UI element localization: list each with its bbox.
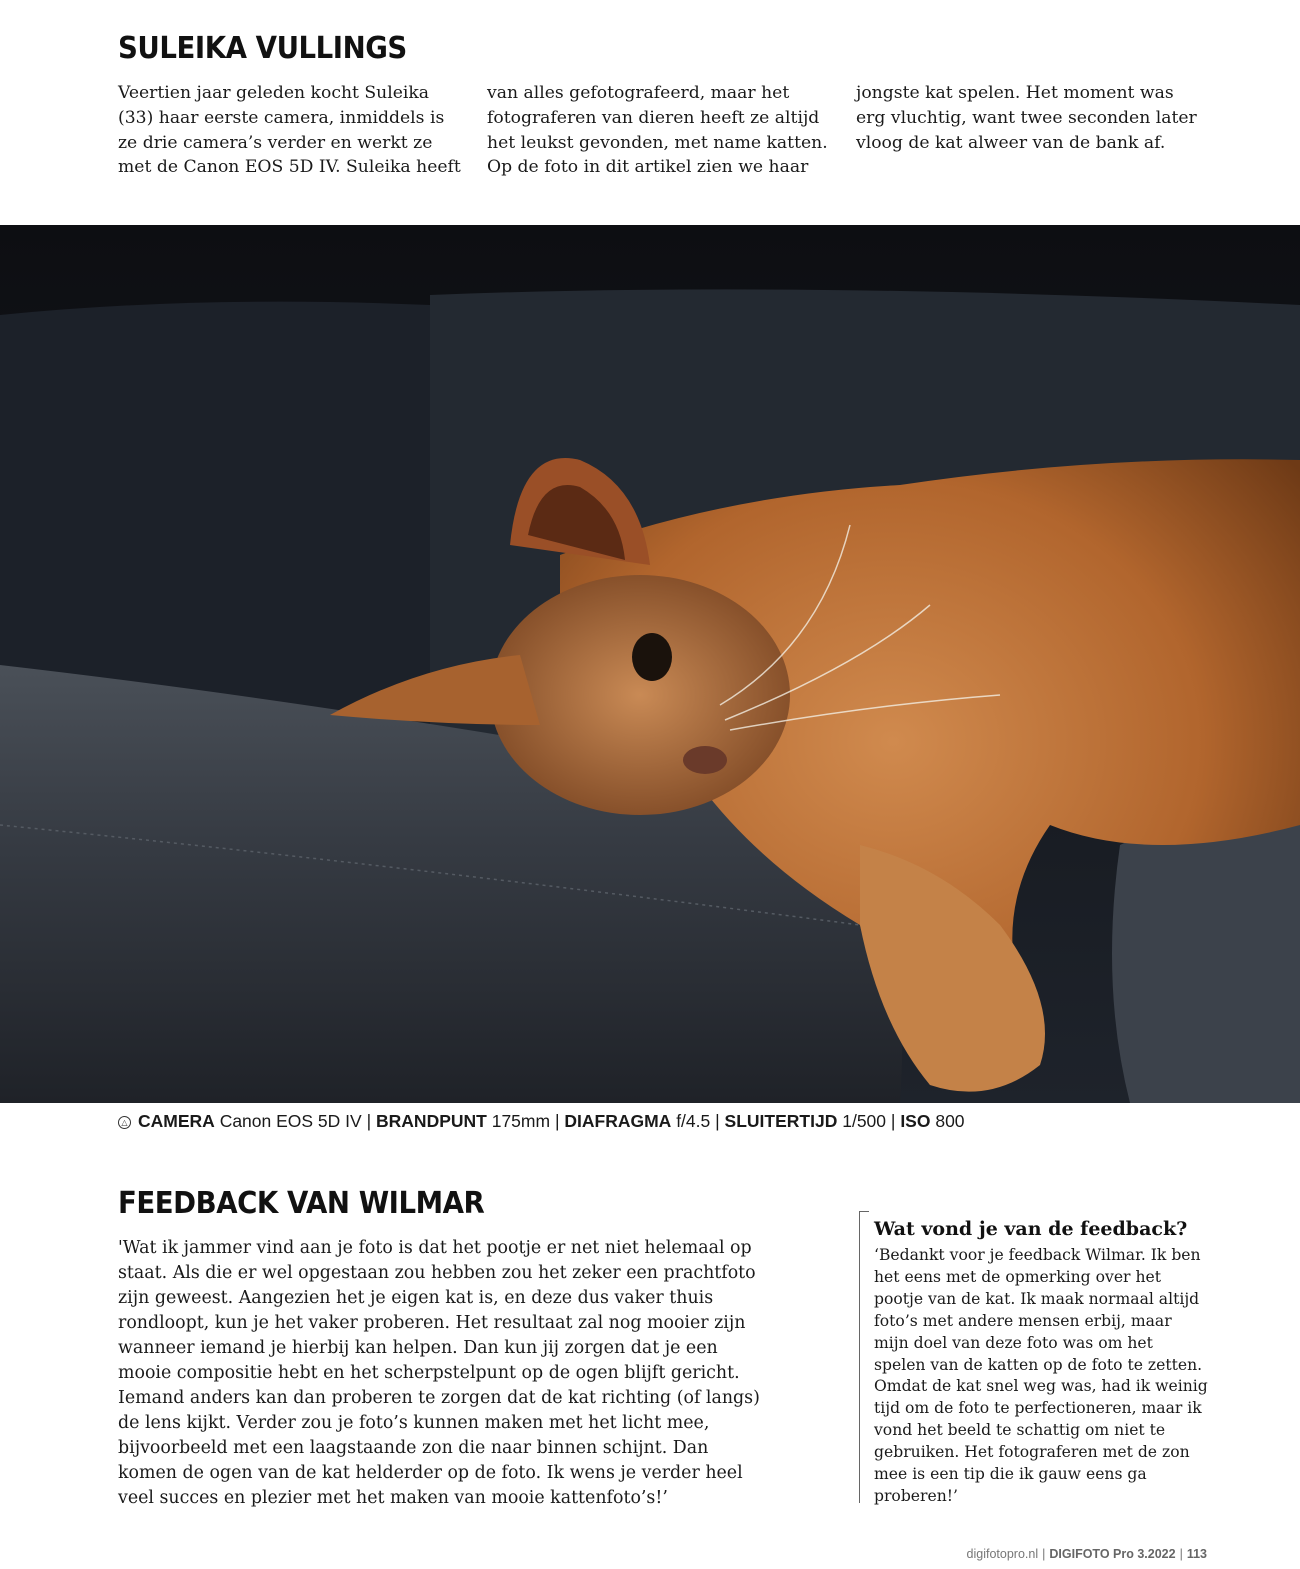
aperture-value: f/4.5: [676, 1111, 711, 1131]
aperture-label: DIAFRAGMA: [564, 1111, 672, 1131]
iso-value: 800: [935, 1111, 965, 1131]
intro-columns: [118, 81, 1200, 180]
intro-heading: SULEIKA VULLINGS: [118, 31, 407, 66]
footer-site: digifotopro.nl: [966, 1547, 1039, 1561]
page-number: 113: [1186, 1547, 1207, 1561]
iso-label: ISO: [900, 1111, 931, 1131]
intro-column-3: jongste kat spelen. Het moment was erg vluchtig, want twee seconden later vloog de kat alweer van de bank af.: [856, 83, 1197, 153]
footer-separator: |: [1042, 1547, 1046, 1561]
camera-value: Canon EOS 5D IV: [219, 1111, 362, 1131]
shutter-value: 1/500: [842, 1111, 887, 1131]
cat-photo-illustration: [0, 225, 1300, 1103]
reply-sidebar: [859, 1211, 1208, 1505]
reply-body: ‘Bedankt voor je feedback Wilmar. Ik ben het eens met de opmerking over het pootje van de kat. Ik maak normaal altijd foto’s met andere mensen erbij, maar mijn doel van deze foto was om het spelen van de katten op de foto te zetten. Omdat de kat snel weg was, had ik weinig tijd om de foto te perfectioneren, maar ik vond het beeld te schattig om niet te gebruiken. Het fotograferen met de zon mee is een tip die ik gauw eens ga proberen!’: [874, 1246, 1208, 1505]
reply-title: Wat vond je van de feedback?: [874, 1218, 1188, 1240]
intro-column-1: Veertien jaar geleden kocht Suleika (33) haar eerste camera, inmiddels is ze drie camera’s verder en werkt ze met de Canon EOS 5D IV. Suleika heeft: [118, 83, 461, 178]
photo-caption: [118, 1111, 1200, 1132]
feedback-body: 'Wat ik jammer vind aan je foto is dat het pootje er net niet helemaal op staat. Als die er wel opgestaan zou hebben zou het zeker een prachtfoto zijn geweest. Aangezien het je eigen kat is, en deze dus vaker thuis rondloopt, kun je het vaker proberen. Het resultaat zal nog mooier zijn wanneer iemand je hierbij kan helpen. Dan kun jij zorgen dat je een mooie compositie hebt en het scherpstelpunt op de ogen blijft gericht. Iemand anders kan dan proberen te zorgen dat de kat richting (of langs) de lens kijkt. Verder zou je foto’s kunnen maken met het licht mee, bijvoorbeeld met een laagstaande zon die naar binnen schijnt. Dan komen de ogen van de kat helderder op de foto. Ik wens je verder heel veel succes en plezier met het maken van mooie kattenfoto’s!’: [118, 1238, 760, 1508]
page-footer: [967, 1547, 1207, 1561]
shutter-label: SLUITERTIJD: [724, 1111, 838, 1131]
feedback-heading: FEEDBACK VAN WILMAR: [118, 1186, 485, 1221]
footer-separator: |: [1179, 1547, 1183, 1561]
footer-magazine: DIGIFOTO Pro 3.2022: [1049, 1547, 1176, 1561]
camera-icon: △: [118, 1116, 131, 1129]
cat-photo: [0, 225, 1300, 1103]
caption-separator: |: [366, 1111, 372, 1131]
intro-column-2: van alles gefotografeerd, maar het fotograferen van dieren heeft ze altijd het leukst gevonden, met name katten. Op de foto in dit artikel zien we haar: [487, 83, 828, 178]
camera-label: CAMERA: [138, 1111, 215, 1131]
focal-value: 175mm: [491, 1111, 551, 1131]
caption-separator: |: [715, 1111, 720, 1131]
caption-separator: |: [554, 1111, 560, 1131]
caption-separator: |: [890, 1111, 896, 1131]
focal-label: BRANDPUNT: [376, 1111, 487, 1131]
